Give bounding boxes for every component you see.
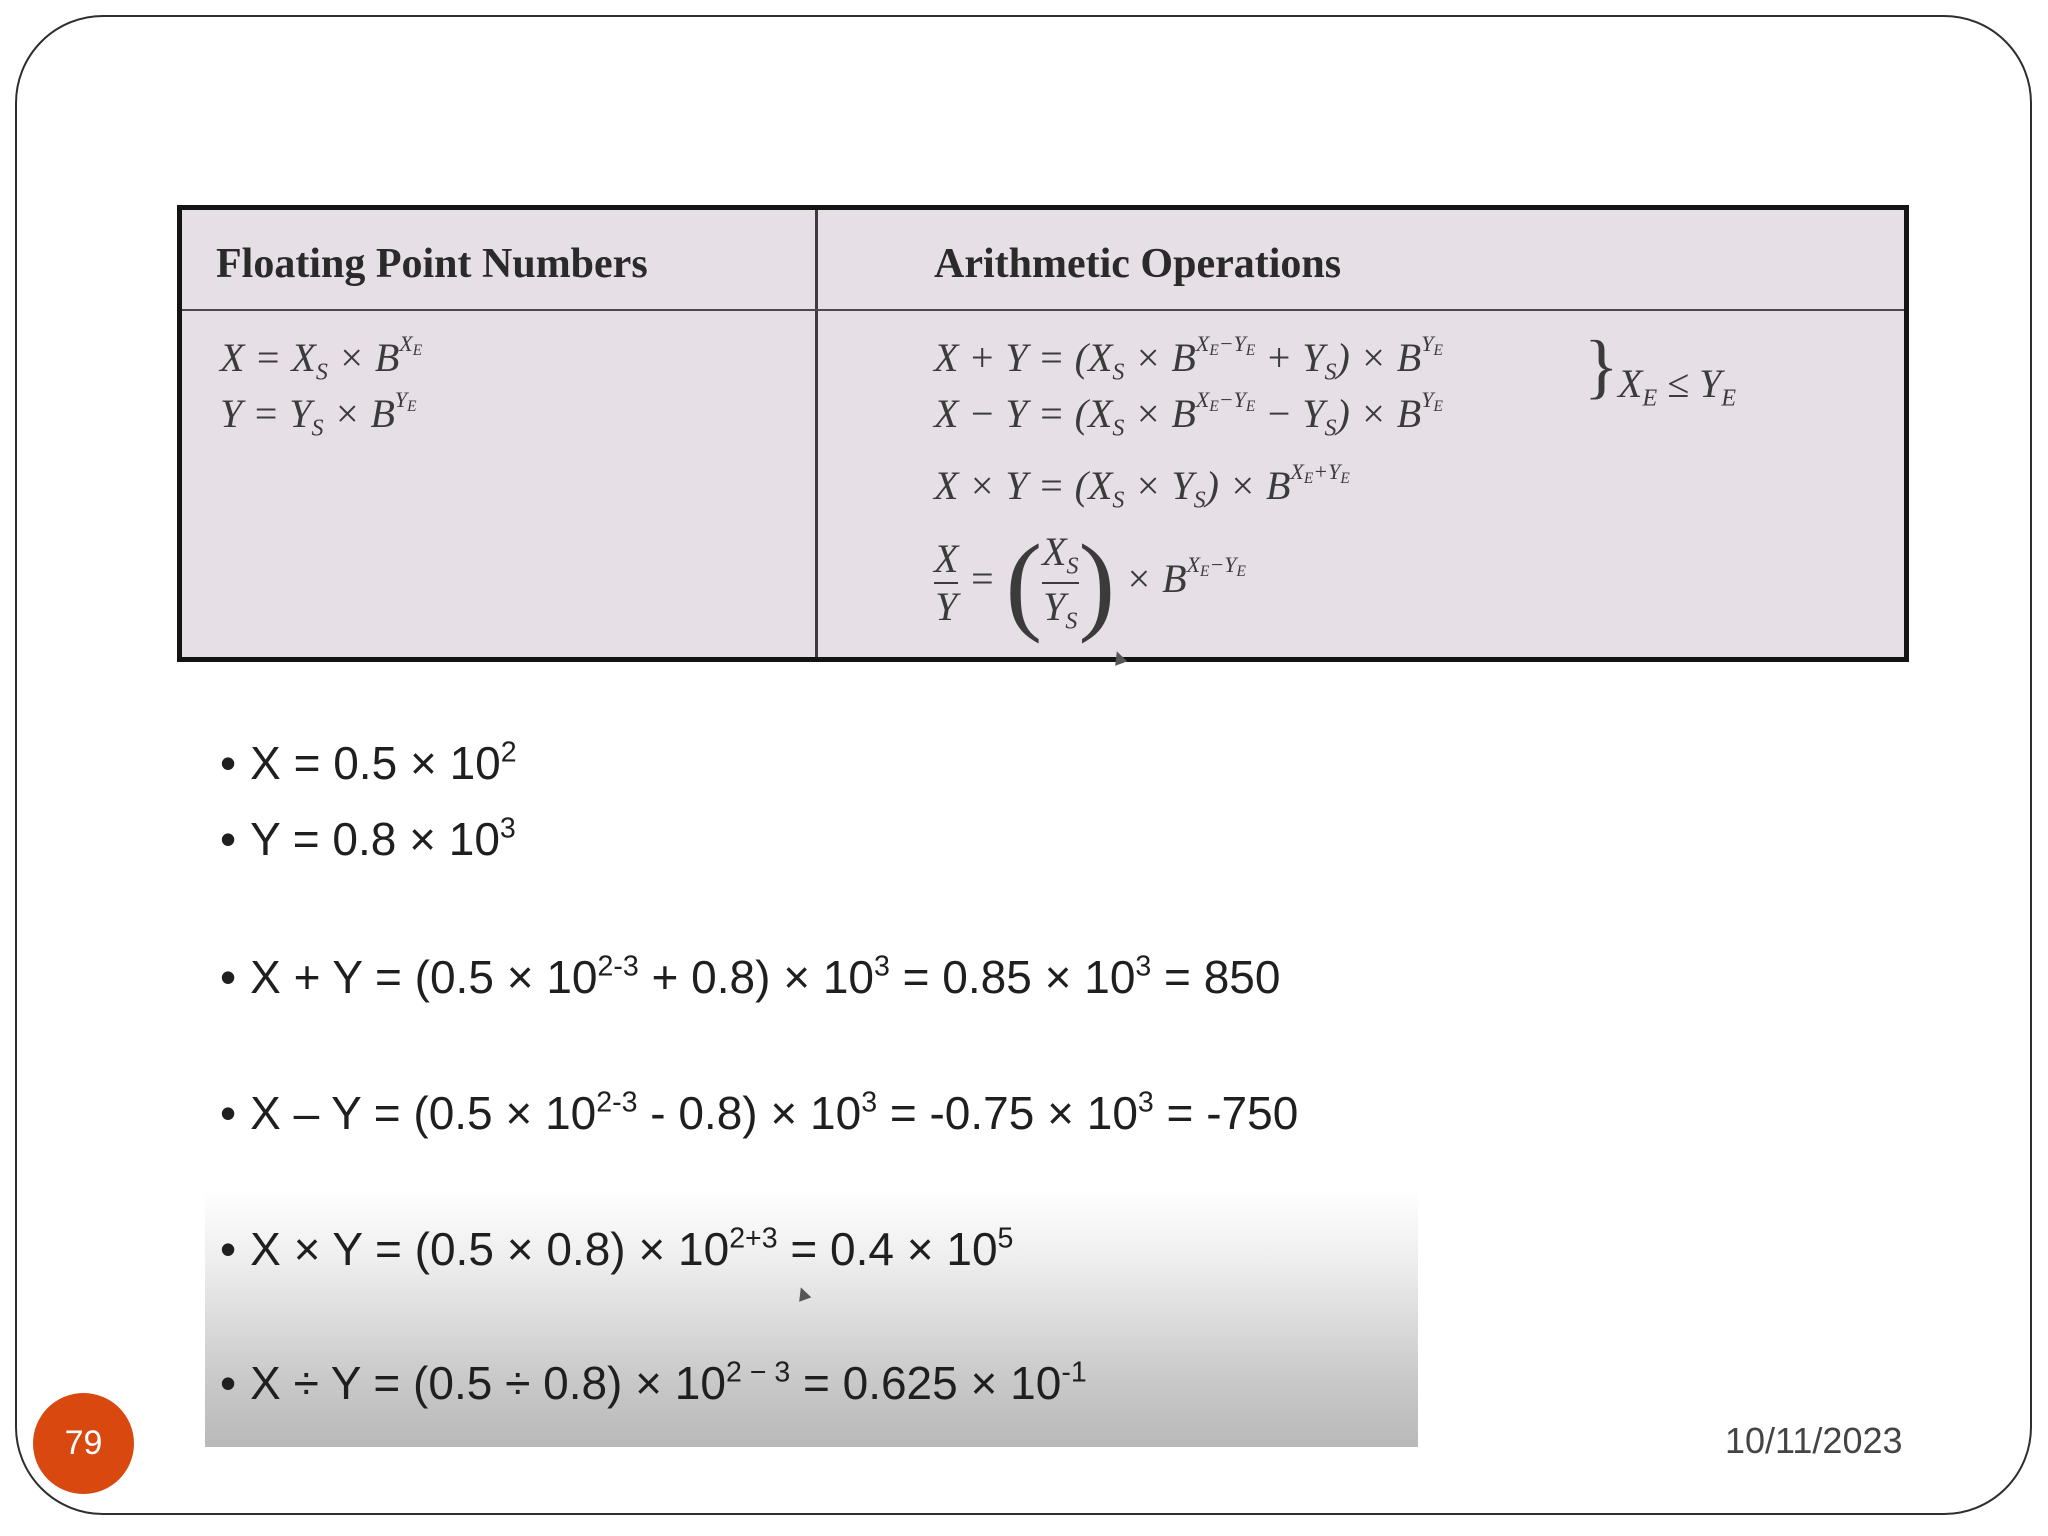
- table-header-floating-point-numbers: Floating Point Numbers: [216, 241, 648, 287]
- bullet-dot-icon: •: [220, 951, 237, 1003]
- brace-symbol: }: [1584, 326, 1619, 406]
- bullet-dot-icon: •: [220, 1357, 237, 1409]
- formula-exponent-condition: $X_E \le Y_E$: [1618, 361, 1736, 412]
- bullet-sum-example: • $X + Y = (0.5 \times 10^{2-3} + 0.8) \times 10^3 = 0.85 \times 10^3 = 850$: [220, 950, 1281, 1003]
- table-header-divider: [182, 309, 1904, 311]
- floating-point-reference-table: [177, 205, 1909, 662]
- formula-multiplication: $X \times Y = (X_S \times Y_S) \times B^{XE+YE}$: [934, 459, 1350, 514]
- slide-number-badge: 79: [33, 1393, 134, 1494]
- table-column-divider: [815, 210, 818, 657]
- bullet-dot-icon: •: [220, 1087, 237, 1139]
- formula-division: $\frac{X}{Y}$ = ( $\frac{X_S}{Y_S}$ ) × $B^{XE-YE}$: [934, 522, 1246, 644]
- formula-subtraction: $X - Y = (X_S \times B^{XE-YE} - Y_S) \times B^{YE}$: [934, 387, 1443, 442]
- formula-x-definition: $X = X_S \times B^{XE}$: [220, 331, 423, 386]
- bullet-quotient-example: • $X \div Y = (0.5 \div 0.8) \times 10^{2 - 3} = 0.625 \times 10^{-1}$: [220, 1356, 1087, 1409]
- bullet-x-value: • $X = 0.5 \times 10^2$: [220, 736, 517, 789]
- bullet-y-value: • $Y = 0.8 \times 10^3$: [220, 812, 516, 865]
- mouse-cursor-icon: ▲: [788, 1277, 818, 1309]
- bullet-dot-icon: •: [220, 1223, 237, 1275]
- slide-date: 10/11/2023: [1725, 1420, 1903, 1461]
- mouse-cursor-icon: ▲: [1104, 641, 1134, 673]
- formula-addition: $X + Y = (X_S \times B^{XE-YE} + Y_S) \times B^{YE}$: [934, 331, 1443, 386]
- table-header-arithmetic-operations: Arithmetic Operations: [934, 241, 1342, 287]
- formula-y-definition: $Y = Y_S \times B^{YE}$: [220, 387, 417, 442]
- bullet-dot-icon: •: [220, 737, 237, 789]
- bullet-product-example: • $X \times Y = (0.5 \times 0.8) \times 10^{2+3} = 0.4 \times 10^5$: [220, 1222, 1014, 1275]
- bullet-difference-example: • $X - Y = (0.5 \times 10^{2-3} - 0.8) \times 10^3 = -0.75 \times 10^3 = -750$: [220, 1086, 1299, 1139]
- bullet-dot-icon: •: [220, 813, 237, 865]
